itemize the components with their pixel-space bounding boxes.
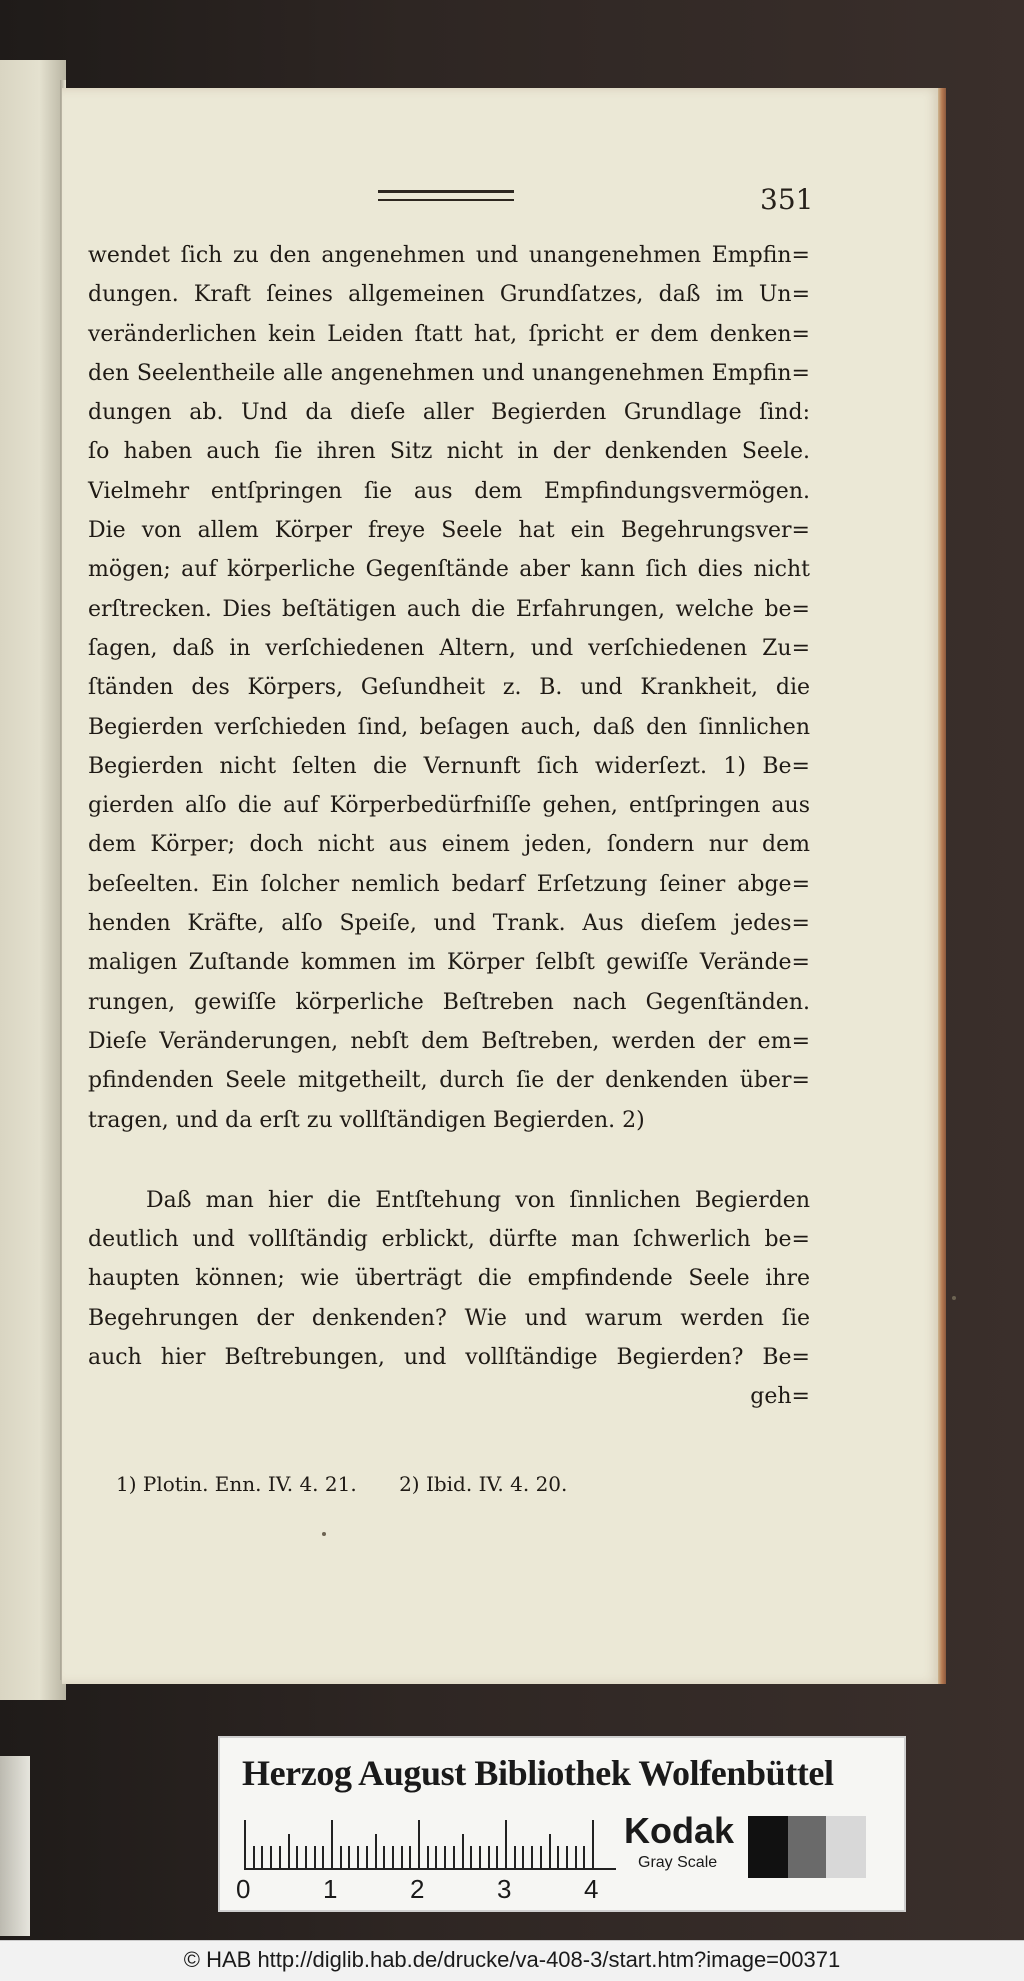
gray-scale-label: Gray Scale	[638, 1854, 718, 1871]
ruler-tick	[592, 1820, 594, 1868]
ruler-tick	[366, 1846, 368, 1868]
ruler-tick	[444, 1846, 446, 1868]
previous-page-edge	[0, 60, 66, 1700]
ruler-tick	[557, 1846, 559, 1868]
ruler-tick	[514, 1846, 516, 1868]
kodak-logo: Kodak	[624, 1810, 735, 1851]
text-line: dungen. Kraft ſeines allgemeinen Grundſatzes, daß im Un=	[88, 282, 810, 308]
text-line: veränderlichen kein Leiden ſtatt hat, ſpricht er dem denken=	[88, 321, 810, 347]
text-line: tragen, und da erſt zu vollſtändigen Begierden. 2)	[88, 1107, 645, 1133]
paragraph-gap	[88, 1140, 810, 1181]
text-line: Begehrungen der denkenden? Wie und warum werden ſie	[88, 1305, 810, 1331]
ruler-tick	[392, 1846, 394, 1868]
page-number: 351	[760, 183, 814, 216]
ruler-tick	[314, 1846, 316, 1868]
ruler-tick	[505, 1820, 507, 1868]
page-edge	[938, 88, 946, 1684]
ruler-tick	[488, 1846, 490, 1868]
ruler-tick	[583, 1846, 585, 1868]
ruler-tick	[340, 1846, 342, 1868]
footnote-1: 1) Plotin. Enn. IV. 4. 21.	[116, 1472, 357, 1496]
paper-speck	[322, 1532, 326, 1536]
text-line: Dieſe Veränderungen, nebſt dem Beſtreben, werden der em=	[88, 1028, 810, 1054]
ruler-tick	[331, 1820, 333, 1868]
ruler-tick	[244, 1820, 246, 1868]
swatch-gray	[788, 1816, 826, 1878]
text-line: pfindenden Seele mitgetheilt, durch ſie der denkenden über=	[88, 1068, 810, 1094]
ruler-label-1: 1	[323, 1874, 338, 1904]
ruler-tick	[479, 1846, 481, 1868]
ruler-label-3: 3	[497, 1874, 512, 1904]
footnote-2: 2) Ibid. IV. 4. 20.	[399, 1472, 568, 1496]
paper-speck	[952, 1296, 956, 1300]
text-line: gierden alſo die auf Körperbedürfniſſe gehen, entſpringen aus	[88, 793, 810, 819]
text-line: wendet ſich zu den angenehmen und unangenehmen Empfin=	[88, 243, 810, 268]
copyright-link[interactable]: © HAB http://diglib.hab.de/drucke/va-408-3/start.htm?image=00371	[183, 1947, 841, 1972]
text-line: deutlich und vollſtändig erblickt, dürfte man ſchwerlich be=	[88, 1227, 810, 1253]
ruler-tick	[435, 1846, 437, 1868]
text-line: haupten können; wie überträgt die empfindende Seele ihre	[88, 1266, 810, 1292]
text-line: dungen ab. Und da dieſe aller Begierden Grundlage ſind:	[88, 400, 810, 426]
text-line: erſtrecken. Dies beſtätigen auch die Erfahrungen, welche be=	[88, 596, 810, 622]
text-line: beſeelten. Ein ſolcher nemlich bedarf Erſetzung ſeiner abge=	[88, 871, 810, 897]
ruler-tick	[305, 1846, 307, 1868]
text-line: Begierden nicht ſelten die Vernunft ſich widerſezt. 1) Be=	[88, 753, 810, 779]
ruler-tick	[270, 1846, 272, 1868]
text-line: Begierden verſchieden ſind, beſagen auch, daß den ſinnlichen	[88, 714, 810, 740]
text-line: dem Körper; doch nicht aus einem jeden, ſondern nur dem	[88, 832, 810, 858]
ruler-tick	[322, 1846, 324, 1868]
swatch-light	[826, 1816, 866, 1878]
text-line: maligen Zuſtande kommen im Körper ſelbſt gewiſſe Verände=	[88, 950, 810, 976]
ruler-tick	[401, 1846, 403, 1868]
ruler-tick	[288, 1834, 290, 1868]
text-line: auch hier Beſtrebungen, und vollſtändige Begierden? Be=	[88, 1345, 810, 1371]
body-text	[88, 236, 810, 1416]
text-line: mögen; auf körperliche Gegenſtände aber kann ſich dies nicht	[88, 557, 810, 583]
ruler-label-2: 2	[410, 1874, 425, 1904]
ruler-tick	[540, 1846, 542, 1868]
catchword: geh=	[750, 1384, 810, 1410]
ruler-tick	[522, 1846, 524, 1868]
text-line: Daß man hier die Entſtehung von ſinnlichen Begierden	[146, 1187, 810, 1213]
paragraph-1	[88, 236, 810, 1140]
text-line: ſtänden des Körpers, Geſundheit z. B. und Krankheit, die	[88, 675, 810, 701]
ruler-tick	[470, 1846, 472, 1868]
text-line: henden Kräfte, alſo Speiſe, und Trank. Aus dieſem jedes=	[88, 911, 810, 937]
ruler-tick	[383, 1846, 385, 1868]
ruler-tick	[253, 1846, 255, 1868]
ruler-tick	[462, 1834, 464, 1868]
ruler-tick	[375, 1834, 377, 1868]
ruler-label-0: 0	[236, 1874, 251, 1904]
text-line: Vielmehr entſpringen ſie aus dem Empfindungsvermögen.	[88, 478, 810, 504]
ruler-tick	[348, 1846, 350, 1868]
text-line: rungen, gewiſſe körperliche Beſtreben nach Gegenſtänden.	[88, 989, 810, 1015]
ruler-tick	[357, 1846, 359, 1868]
ruler-tick	[409, 1846, 411, 1868]
paragraph-2	[88, 1181, 810, 1377]
ruler-tick	[566, 1846, 568, 1868]
ruler-tick	[496, 1846, 498, 1868]
ruler-tick	[575, 1846, 577, 1868]
header-rule	[378, 190, 514, 201]
swatch-black	[748, 1816, 788, 1878]
ruler-tick	[418, 1820, 420, 1868]
ruler-tick	[296, 1846, 298, 1868]
text-line: ſagen, daß in verſchiedenen Altern, und verſchiedenen Zu=	[88, 635, 810, 661]
ruler-tick	[549, 1834, 551, 1868]
text-line: den Seelentheile alle angenehmen und unangenehmen Empfin=	[88, 360, 810, 386]
ruler-tick	[261, 1846, 263, 1868]
text-line: Die von allem Körper freye Seele hat ein Begehrungsver=	[88, 518, 810, 544]
scale-ruler	[244, 1818, 616, 1870]
color-chart-card	[218, 1736, 906, 1912]
ruler-tick	[427, 1846, 429, 1868]
page-stack-edge	[0, 1756, 30, 1936]
ruler-tick	[453, 1846, 455, 1868]
library-title: Herzog August Bibliothek Wolfenbüttel	[242, 1753, 834, 1793]
ruler-tick	[531, 1846, 533, 1868]
text-line: ſo haben auch ſie ihren Sitz nicht in der denkenden Seele.	[88, 439, 810, 465]
ruler-label-4: 4	[584, 1874, 599, 1904]
ruler-tick	[279, 1846, 281, 1868]
footer-bar	[0, 1940, 1024, 1981]
footnotes	[116, 1472, 603, 1496]
